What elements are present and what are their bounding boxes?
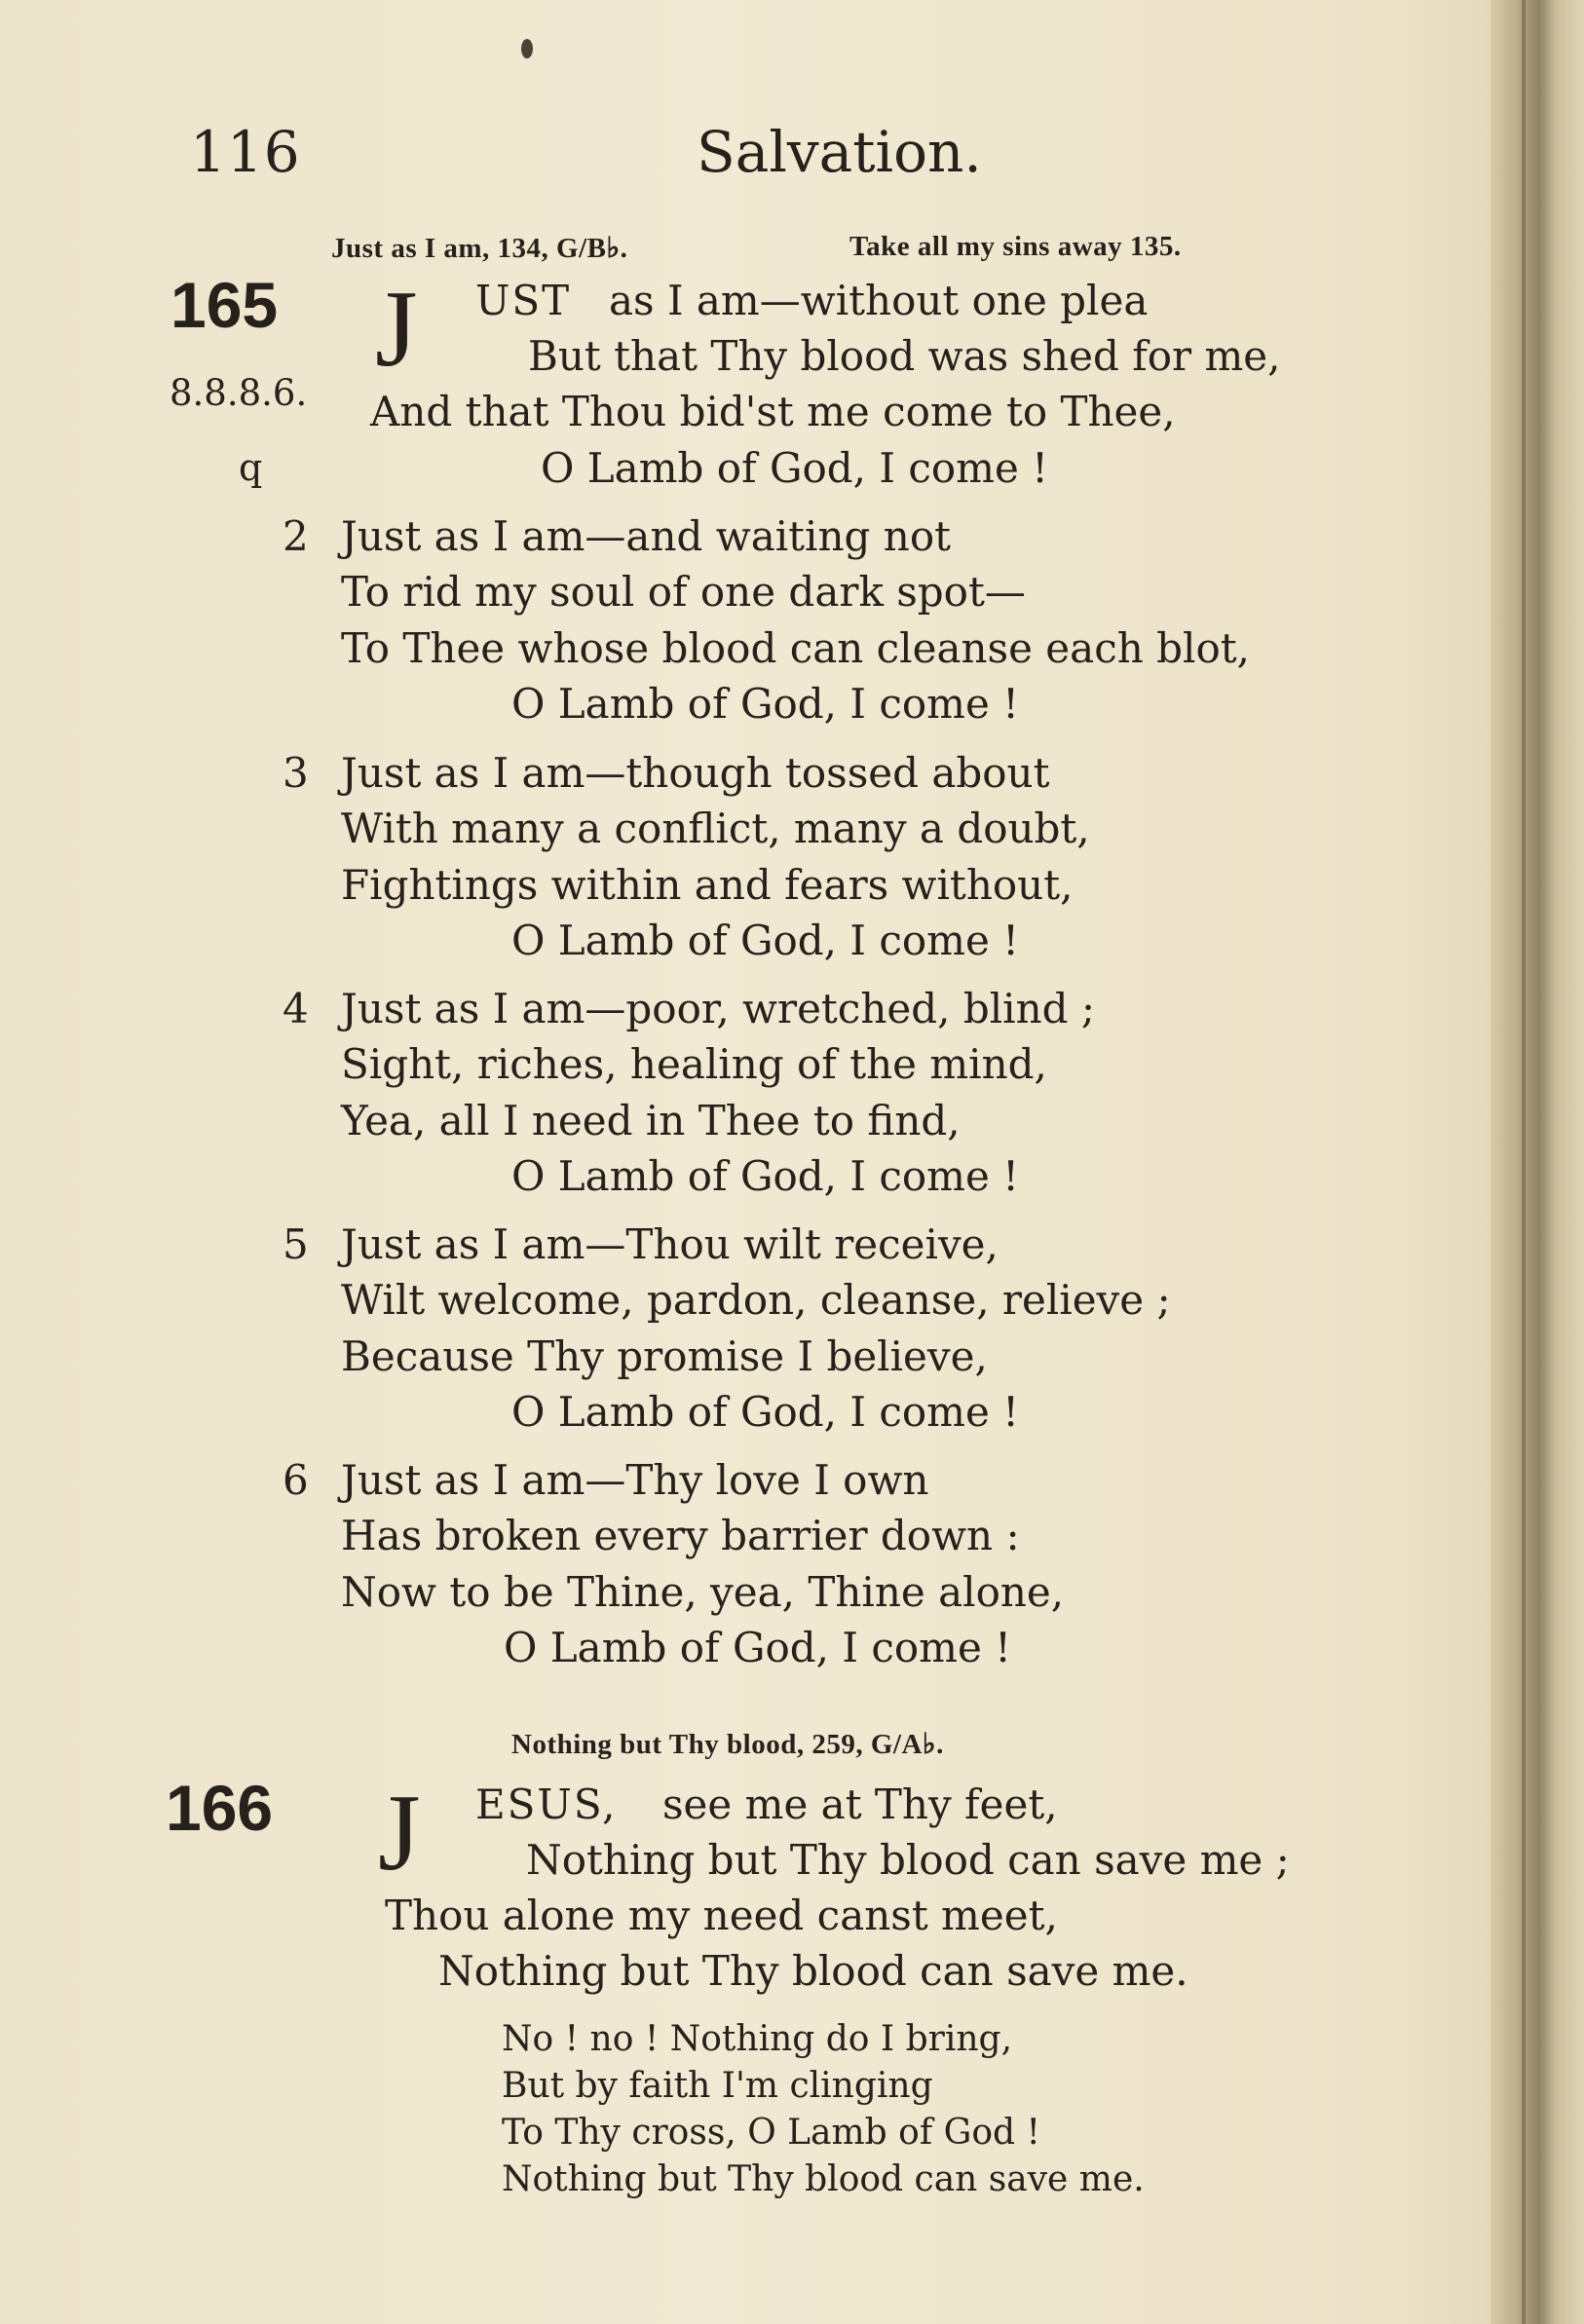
first-word: ESUS, <box>475 1780 618 1828</box>
verse-line: Just as I am—Thou wilt receive, <box>341 1220 999 1268</box>
tune-reference: Nothing but Thy blood, 259, G/A♭. <box>511 1729 944 1760</box>
hymn-meter: 8.8.8.6. <box>170 372 308 414</box>
verse-line: Just as I am—and waiting not <box>341 512 951 560</box>
chorus-line: No ! no ! Nothing do I bring, <box>502 2019 1013 2059</box>
page-number: 116 <box>190 119 301 185</box>
verse-line: Has broken every barrier down : <box>341 1512 1020 1559</box>
verse-line: To rid my soul of one dark spot— <box>341 568 1026 616</box>
verse-1-refrain: O Lamb of God, I come ! <box>541 444 1049 492</box>
verse-number: 4 <box>283 985 309 1032</box>
chorus-line: To Thy cross, O Lamb of God ! <box>502 2113 1040 2153</box>
verse-line: With many a conflict, many a doubt, <box>341 805 1090 852</box>
verse-1-line-4: Nothing but Thy blood can save me. <box>438 1947 1188 1995</box>
verse-number: 2 <box>283 512 309 560</box>
drop-cap: J <box>378 1773 421 1893</box>
chorus-line: But by faith I'm clinging <box>502 2066 933 2106</box>
verse-1-line-1: see me at Thy feet, <box>662 1780 1058 1828</box>
verse-refrain: O Lamb of God, I come ! <box>511 680 1020 728</box>
verse-refrain: O Lamb of God, I come ! <box>511 1152 1020 1200</box>
verse-number: 5 <box>283 1220 309 1268</box>
hymn-number: 166 <box>166 1772 274 1844</box>
verse-1-line-2: Nothing but Thy blood can save me ; <box>526 1836 1290 1884</box>
verse-refrain: O Lamb of God, I come ! <box>511 1388 1020 1436</box>
verse-line: Because Thy promise I believe, <box>341 1332 988 1380</box>
verse-line: Fightings within and fears without, <box>341 861 1074 909</box>
tune-reference-right: Take all my sins away 135. <box>849 231 1182 262</box>
verse-1-line-2: But that Thy blood was shed for me, <box>528 332 1281 380</box>
page-title: Salvation. <box>697 119 982 185</box>
verse-refrain: O Lamb of God, I come ! <box>511 917 1020 964</box>
hymn-number: 165 <box>170 269 279 341</box>
running-header <box>0 119 1584 197</box>
verse-1-line-3: Thou alone my need canst meet, <box>385 1892 1058 1939</box>
verse-line: Wilt welcome, pardon, cleanse, relieve ; <box>341 1276 1171 1324</box>
verse-1-line-1: as I am—without one plea <box>609 277 1149 324</box>
verse-1-line-3: And that Thou bid'st me come to Thee, <box>370 388 1176 435</box>
ink-speck <box>521 39 533 58</box>
tune-reference-left: Just as I am, 134, G/B♭. <box>331 233 628 264</box>
drop-cap: J <box>375 269 418 390</box>
chorus-line: Nothing but Thy blood can save me. <box>502 2159 1145 2199</box>
verse-line: Just as I am—poor, wretched, blind ; <box>341 985 1096 1032</box>
verse-line: To Thee whose blood can cleanse each blot, <box>341 624 1250 672</box>
verse-line: Just as I am—though tossed about <box>341 749 1050 797</box>
verse-refrain: O Lamb of God, I come ! <box>504 1624 1012 1671</box>
verse-line: Yea, all I need in Thee to find, <box>341 1097 961 1144</box>
key-mark: q <box>239 446 263 489</box>
verse-line: Just as I am—Thy love I own <box>341 1456 929 1504</box>
verse-number: 3 <box>283 749 309 797</box>
verse-number: 6 <box>283 1456 309 1504</box>
gutter-edge <box>1522 0 1526 2324</box>
verse-line: Now to be Thine, yea, Thine alone, <box>341 1568 1065 1616</box>
first-word: UST <box>475 277 572 324</box>
page-gutter <box>1490 0 1584 2324</box>
verse-line: Sight, riches, healing of the mind, <box>341 1040 1047 1088</box>
